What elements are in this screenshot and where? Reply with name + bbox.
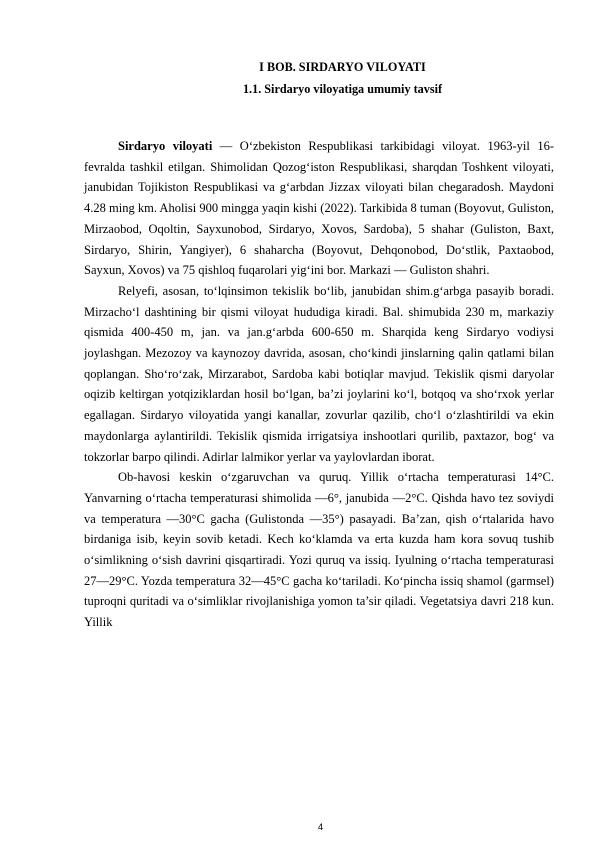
paragraph-2: Relyefi, asosan, to‘lqinsimon tekislik bo‘lib, janubidan shim.g‘arbga pasayib boradi. Mirzacho‘l dashtining bir qismi viloyat hududiga kiradi. Bal. shimubida 230 m, markaziy qismida 400-450 m, jan. va jan.g‘arbda 600-650 m. Sharqida keng Sirdaryo vodiysi joylashgan. Mezozoy va kaynozoy davrida, asosan, cho‘kindi jinslarning qalin qatlami bilan qoplangan. Sho‘ro‘zak, Mirzarabot, Sardoba kabi botiqlar mavjud. Tekislik qismi daryolar oqizib keltirgan yotqiziklardan hosil bo‘lgan, ba’zi joylarini ko‘l, botqoq va sho‘rxok yerlar egallagan. Sirdaryo viloyatida yangi kanallar, zovurlar qazilib, cho‘l o‘zlashtirildi va ekin maydonlarga aylantirildi. Tekislik qismida irrigatsiya inshootlari qurilib, paxtazor, bog‘ va tokzorlar barpo qilindi. Adirlar lalmikor yerlar va yaylovlardan iborat. bbox=[84, 283, 554, 464]
lead-term: Sirdaryo viloyati bbox=[118, 139, 213, 153]
body-text bbox=[84, 136, 554, 633]
paragraph-3: Ob-havosi keskin o‘zgaruvchan va quruq. Yillik o‘rtacha temperaturasi 14°C. Yanvarning o‘rtacha temperaturasi shimolida —6°, janubida —2°C. Qishda havo tez soviydi va temperatura —30°C gacha (Gulistonda —35°) pasayadi. Ba’zan, qish o‘rtalarida havo birdaniga isib, keyin sovib ketadi. Kech ko‘klamda va erta kuzda ham kora sovuq tushib o‘simlikning o‘sish davrini qisqartiradi. Yozi quruq va issiq. Iyulning o‘rtacha temperaturasi 27—29°C. Yozda temperatura 32—45°C gacha ko‘tariladi. Ko‘pincha issiq shamol (garmsel) tuproqni quritadi va o‘simliklar rivojlanishiga yomon ta’sir qiladi. Vegetatsiya davri 218 kun. Yillik bbox=[84, 470, 554, 630]
page-number: 4 bbox=[317, 822, 324, 833]
section-title: 1.1. Sirdaryo viloyatiga umumiy tavsif bbox=[242, 82, 443, 96]
paragraph-1 bbox=[84, 136, 554, 281]
paragraph-1-text: — O‘zbekiston Respublikasi tarkibidagi viloyat. 1963-yil 16-fevralda tashkil etilgan. Shimolidan Qozog‘iston Respublikasi, sharqdan Toshkent viloyati, janubidan Tojikiston Respublikasi va g‘arbdan Jizzax viloyati bilan chegaradosh. Maydoni 4.28 ming km. Aholisi 900 mingga yaqin kishi (2022). Tarkibida 8 tuman (Boyovut, Guliston, Mirzaobod, Oqoltin, Sayxunobod, Sirdaryo, Xovos, Sardoba), 5 shahar (Guliston, Baxt, Sirdaryo, Shirin, Yangiyer), 6 shaharcha (Boyovut, Dehqonobod, Do‘stlik, Paxtaobod, Sayxun, Xovos) va 75 qishloq fuqarolari yig‘ini bor. Markazi — Guliston shahri. bbox=[84, 139, 554, 278]
chapter-title: I BOB. SIRDARYO VILOYATI bbox=[259, 60, 426, 74]
